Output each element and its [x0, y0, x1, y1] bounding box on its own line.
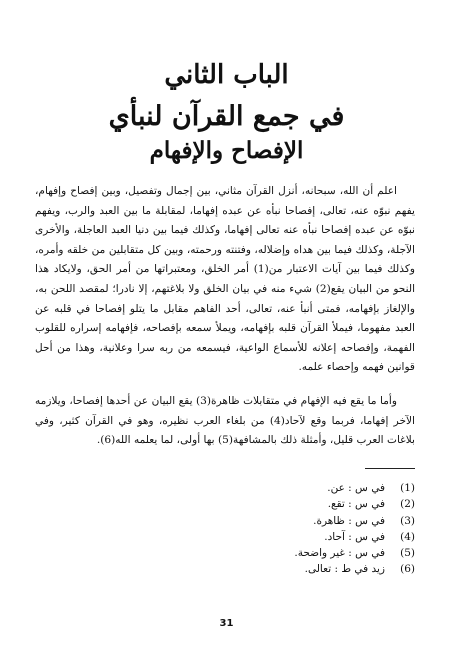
body-text	[35, 182, 415, 451]
footnote-number: (6)	[400, 563, 415, 576]
footnote	[35, 513, 415, 529]
footnote-text: في س : عن.	[327, 482, 385, 494]
footnote	[35, 496, 415, 512]
paragraph: اعلم أن الله، سبحانه، أنزل القرآن مثاني، بين إجمال وتفصيل، وبين إفصاح وإفهام، يفهم نبوّه عنه، تعالى، إفصاحا نبأه عن عبده إفهاما، لمقابلة ما بين العبد والرب، ويفهم نبوّه عن عبده إفصاحا نبأه عنه تعالى إفهاما، وكذلك فيما بين دنيا العبد العاجلة، والأخرى الآجلة، وكذلك فيما بين هداه وإضلاله، وفتنته ورحمته، وبين كل متقابلين من خلقه وأمره، وكذلك فيما بين آيات الاعتبار من(1) أمر الخلق، ومعتبراتها من أمر الحق، ولايكاد هذا النحو من البيان يقع(2) شيء منه في بيان الخلق ولا بلاغتهم، إلا نادرا؛ لمقصد اللحن به، والإلغاز بإفهامه، فمتى أنبأ عنه، تعالى، أحد الفاهم مقابل ما يتلو إفصاحا في قلبه عن العبد مفهوما، فيملأ القرآن قلبه بإفهامه، ويملأ سمعه بإفصاحه، فإفهامه إسراره للقلوب الفهمة، وإفصاحه إعلانه للأسماع الواعية، فيسمعه من ربه سرا وعلانية، وهذا من أحل قوانين فهمه وإحصاء علمه.	[35, 185, 416, 374]
footnote-separator	[365, 468, 415, 469]
footnote-text: في س : غير واضحة.	[294, 547, 385, 560]
footnote	[35, 545, 415, 561]
chapter-title: في جمع القرآن لنبأي	[108, 101, 345, 132]
footnote-text: في س : آحاد.	[324, 530, 385, 543]
footnote-number: (5)	[400, 547, 415, 560]
footnote-number: (1)	[400, 482, 415, 494]
footnote	[35, 480, 415, 496]
page-number: 31	[219, 618, 234, 629]
footnote-number: (2)	[400, 498, 415, 511]
footnotes	[35, 480, 415, 578]
chapter-subtitle: الإفصاح والإفهام	[149, 137, 304, 164]
footnote-number: (3)	[400, 514, 415, 527]
footnote-text: زيد في ط : تعالى.	[304, 563, 385, 576]
chapter-heading: الباب الثاني	[164, 60, 289, 90]
footnote-text: في س : ظاهرة.	[313, 514, 385, 527]
footnote	[35, 561, 415, 577]
footnote-number: (4)	[400, 530, 415, 543]
footnote	[35, 529, 415, 545]
footnote-text: في س : تقع.	[327, 498, 385, 511]
paragraph: وأما ما يقع فيه الإفهام في متقابلات ظاهرة(3) يقع البيان عن أحدها إفصاحا، ويلازمه الآخر إفهاما، فربما وقع لآحاد(4) من بلغاء العرب نظيره، وهو في القرآن كثير، وفي بلاغات العرب قليل، وأمثلة ذلك بالمشافهة(5) بها أولى، لما يعلمه الله(6).	[35, 394, 415, 447]
